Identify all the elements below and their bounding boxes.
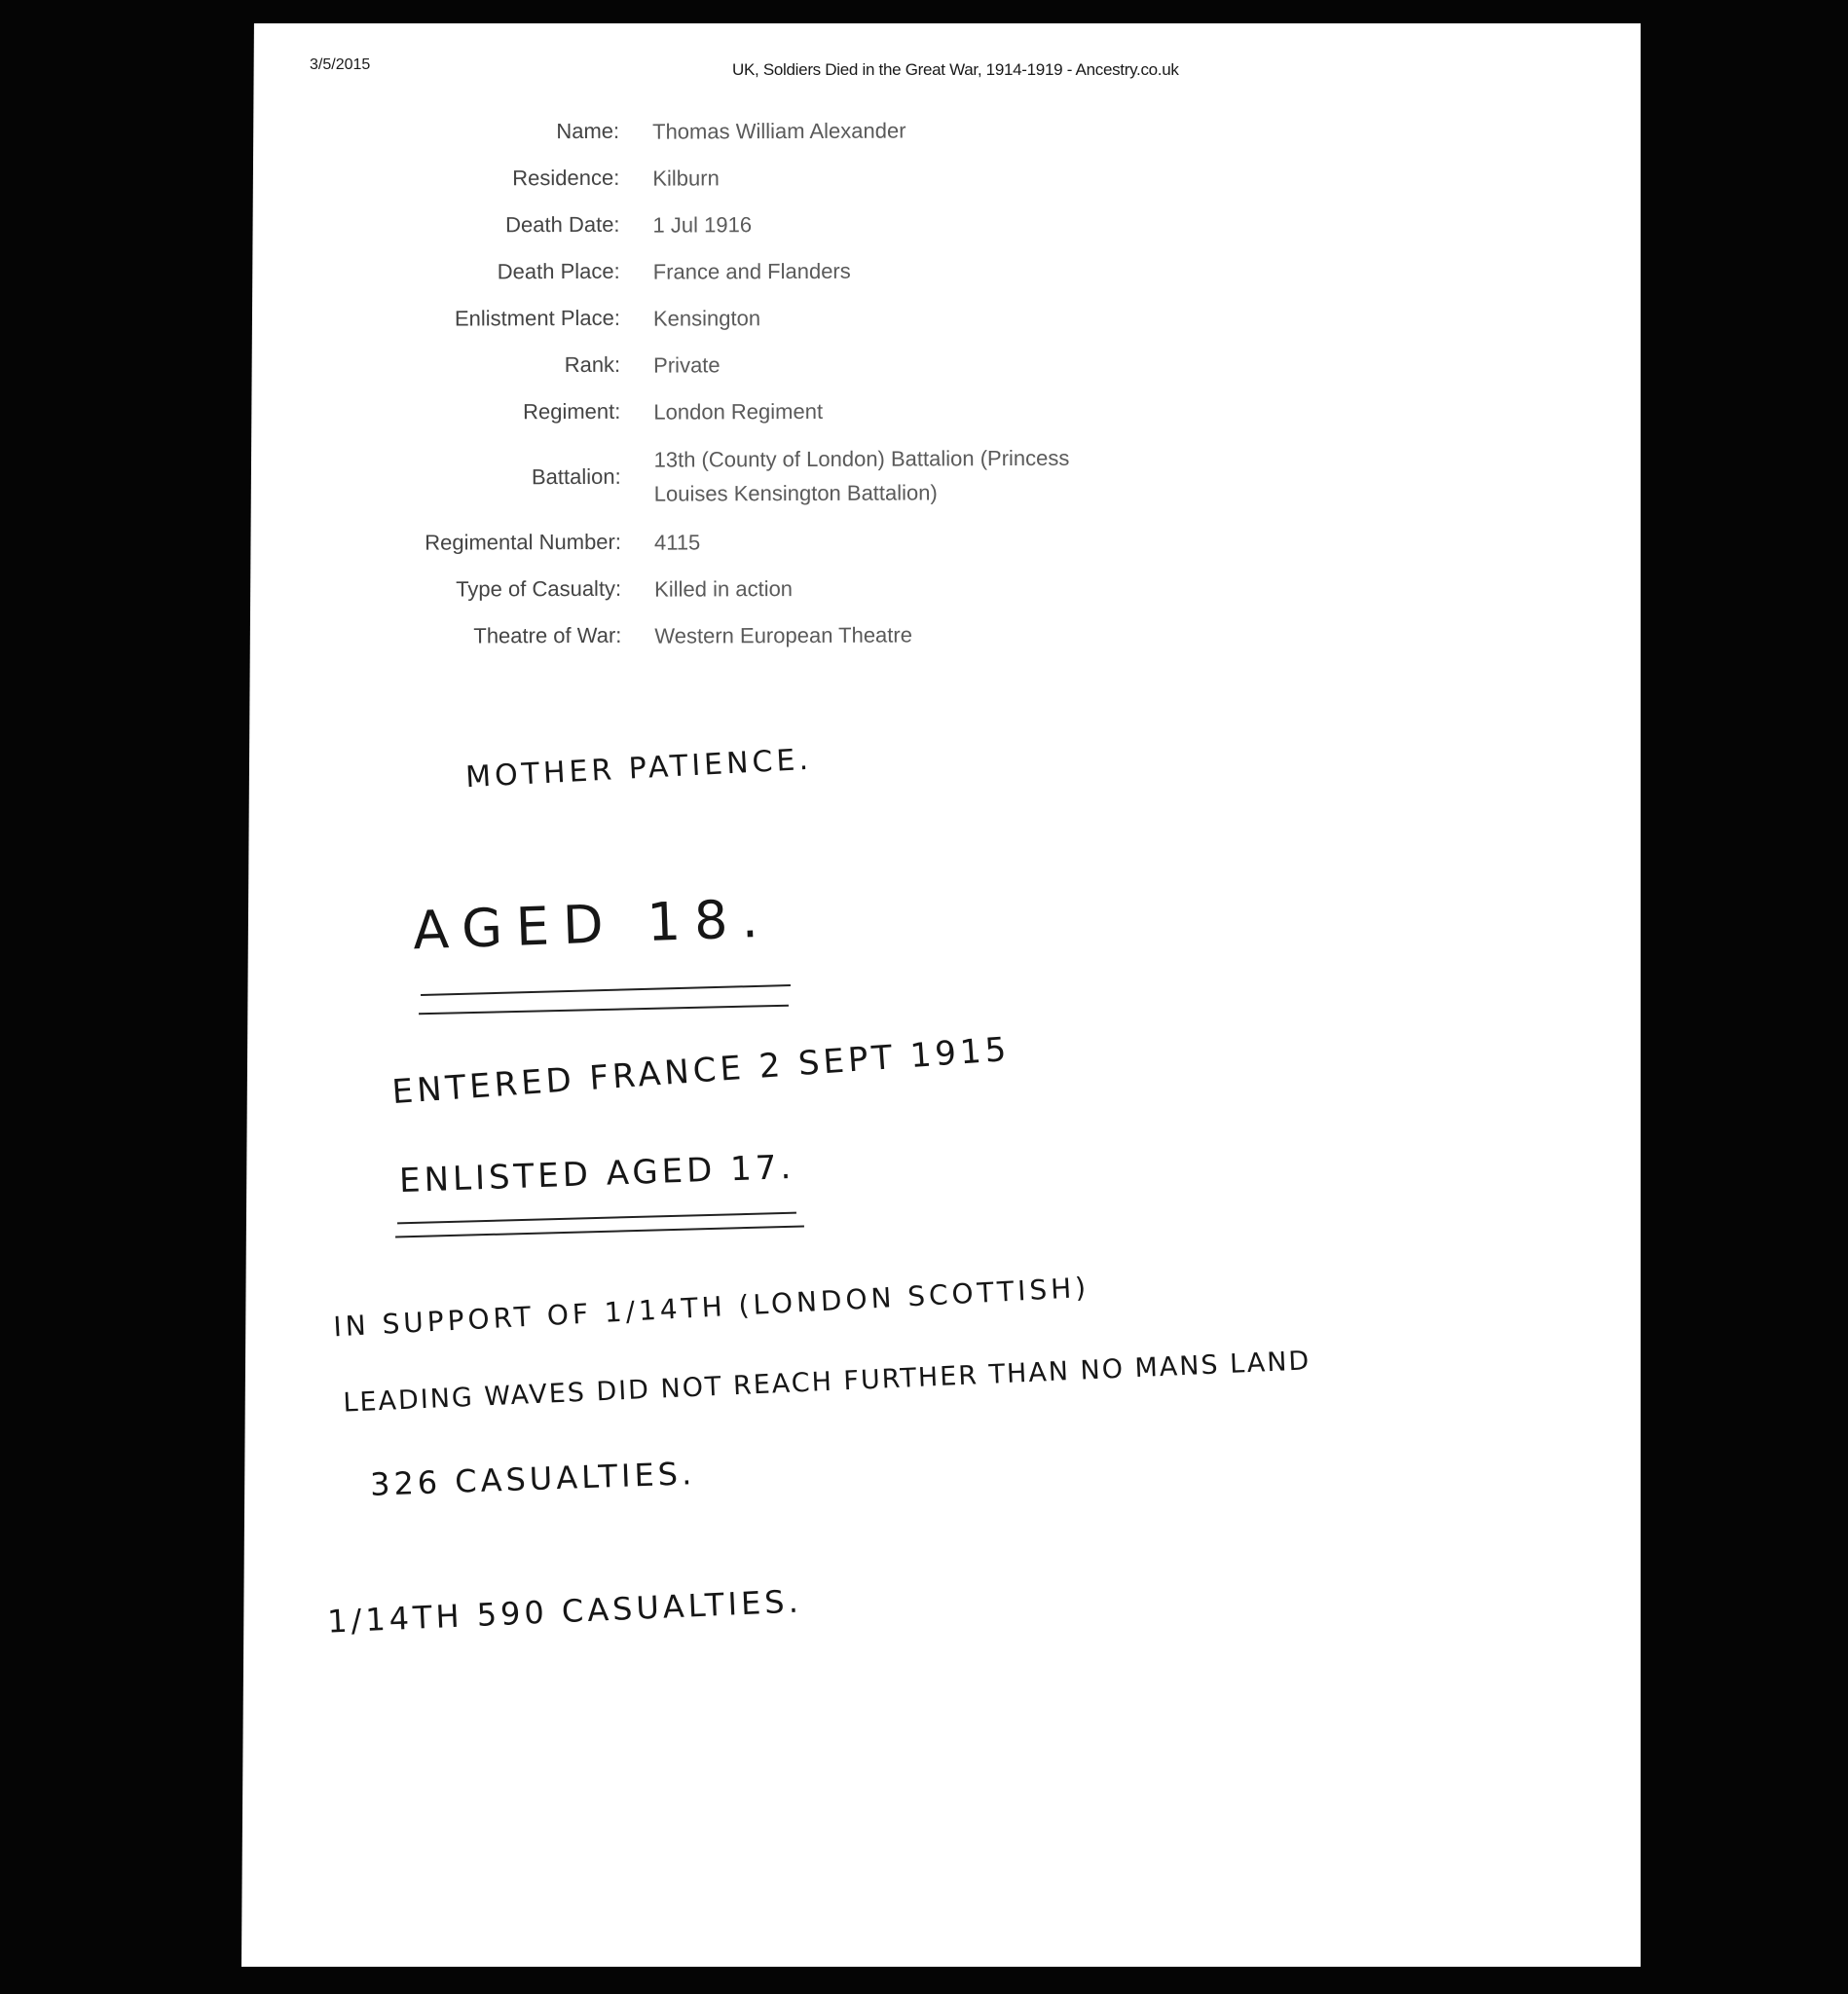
field-value: 4115 <box>653 529 701 555</box>
field-value: Kilburn <box>652 165 720 191</box>
note-mother: MOTHER PATIENCE. <box>464 742 813 795</box>
note-entered-france: ENTERED FRANCE 2 SEPT 1915 <box>390 1029 1012 1113</box>
record-row-battalion <box>351 432 1228 520</box>
record-table <box>351 105 1229 660</box>
field-label: Regiment: <box>523 398 621 425</box>
field-value: 1 Jul 1916 <box>652 211 753 238</box>
field-value: Thomas William Alexander <box>652 118 906 144</box>
field-label: Rank: <box>564 351 621 378</box>
field-label: Type of Casualty: <box>456 575 622 602</box>
field-label: Enlistment Place: <box>454 305 620 331</box>
field-label: Theatre of War: <box>473 622 622 648</box>
record-row-theatre-of-war <box>352 609 1229 660</box>
field-label: Death Date: <box>505 211 620 238</box>
record-row-regimental-number <box>352 516 1229 567</box>
note-enlisted: ENLISTED AGED 17. <box>398 1147 795 1201</box>
note-leading-waves: LEADING WAVES DID NOT REACH FURTHER THAN NO MANS LAND <box>342 1346 1312 1419</box>
field-value-line: 13th (County of London) Battalion (Princess <box>653 445 1070 472</box>
note-aged: AGED 18. <box>412 887 773 962</box>
note-support: IN SUPPORT OF 1/14TH (LONDON SCOTTISH) <box>332 1271 1090 1344</box>
field-value: London Regiment <box>653 398 824 425</box>
field-label: Death Place: <box>497 258 620 284</box>
field-value: France and Flanders <box>652 258 851 284</box>
record-row-residence <box>351 152 1227 203</box>
record-row-type-of-casualty <box>352 563 1229 613</box>
record-row-enlistment-place <box>351 292 1228 343</box>
field-label: Regimental Number: <box>425 529 621 555</box>
note-326-casualties: 326 CASUALTIES. <box>369 1455 696 1503</box>
record-row-death-date <box>351 199 1227 249</box>
note-590-casualties: 1/14TH 590 CASUALTIES. <box>326 1582 803 1641</box>
field-value-line: Louises Kensington Battalion) <box>653 480 938 506</box>
field-value <box>653 440 1228 511</box>
field-value: Private <box>653 351 721 378</box>
record-row-name <box>351 105 1227 156</box>
record-row-rank <box>351 339 1228 389</box>
record-row-death-place <box>351 245 1228 296</box>
print-date: 3/5/2015 <box>310 56 371 73</box>
field-label: Residence: <box>512 165 620 191</box>
field-value: Killed in action <box>654 575 794 602</box>
record-row-regiment <box>351 386 1228 436</box>
field-value: Western European Theatre <box>654 621 912 648</box>
field-label: Name: <box>556 118 620 144</box>
field-label: Battalion: <box>531 463 621 490</box>
field-value: Kensington <box>652 305 761 331</box>
print-title: UK, Soldiers Died in the Great War, 1914-1919 - Ancestry.co.uk <box>732 60 1179 79</box>
